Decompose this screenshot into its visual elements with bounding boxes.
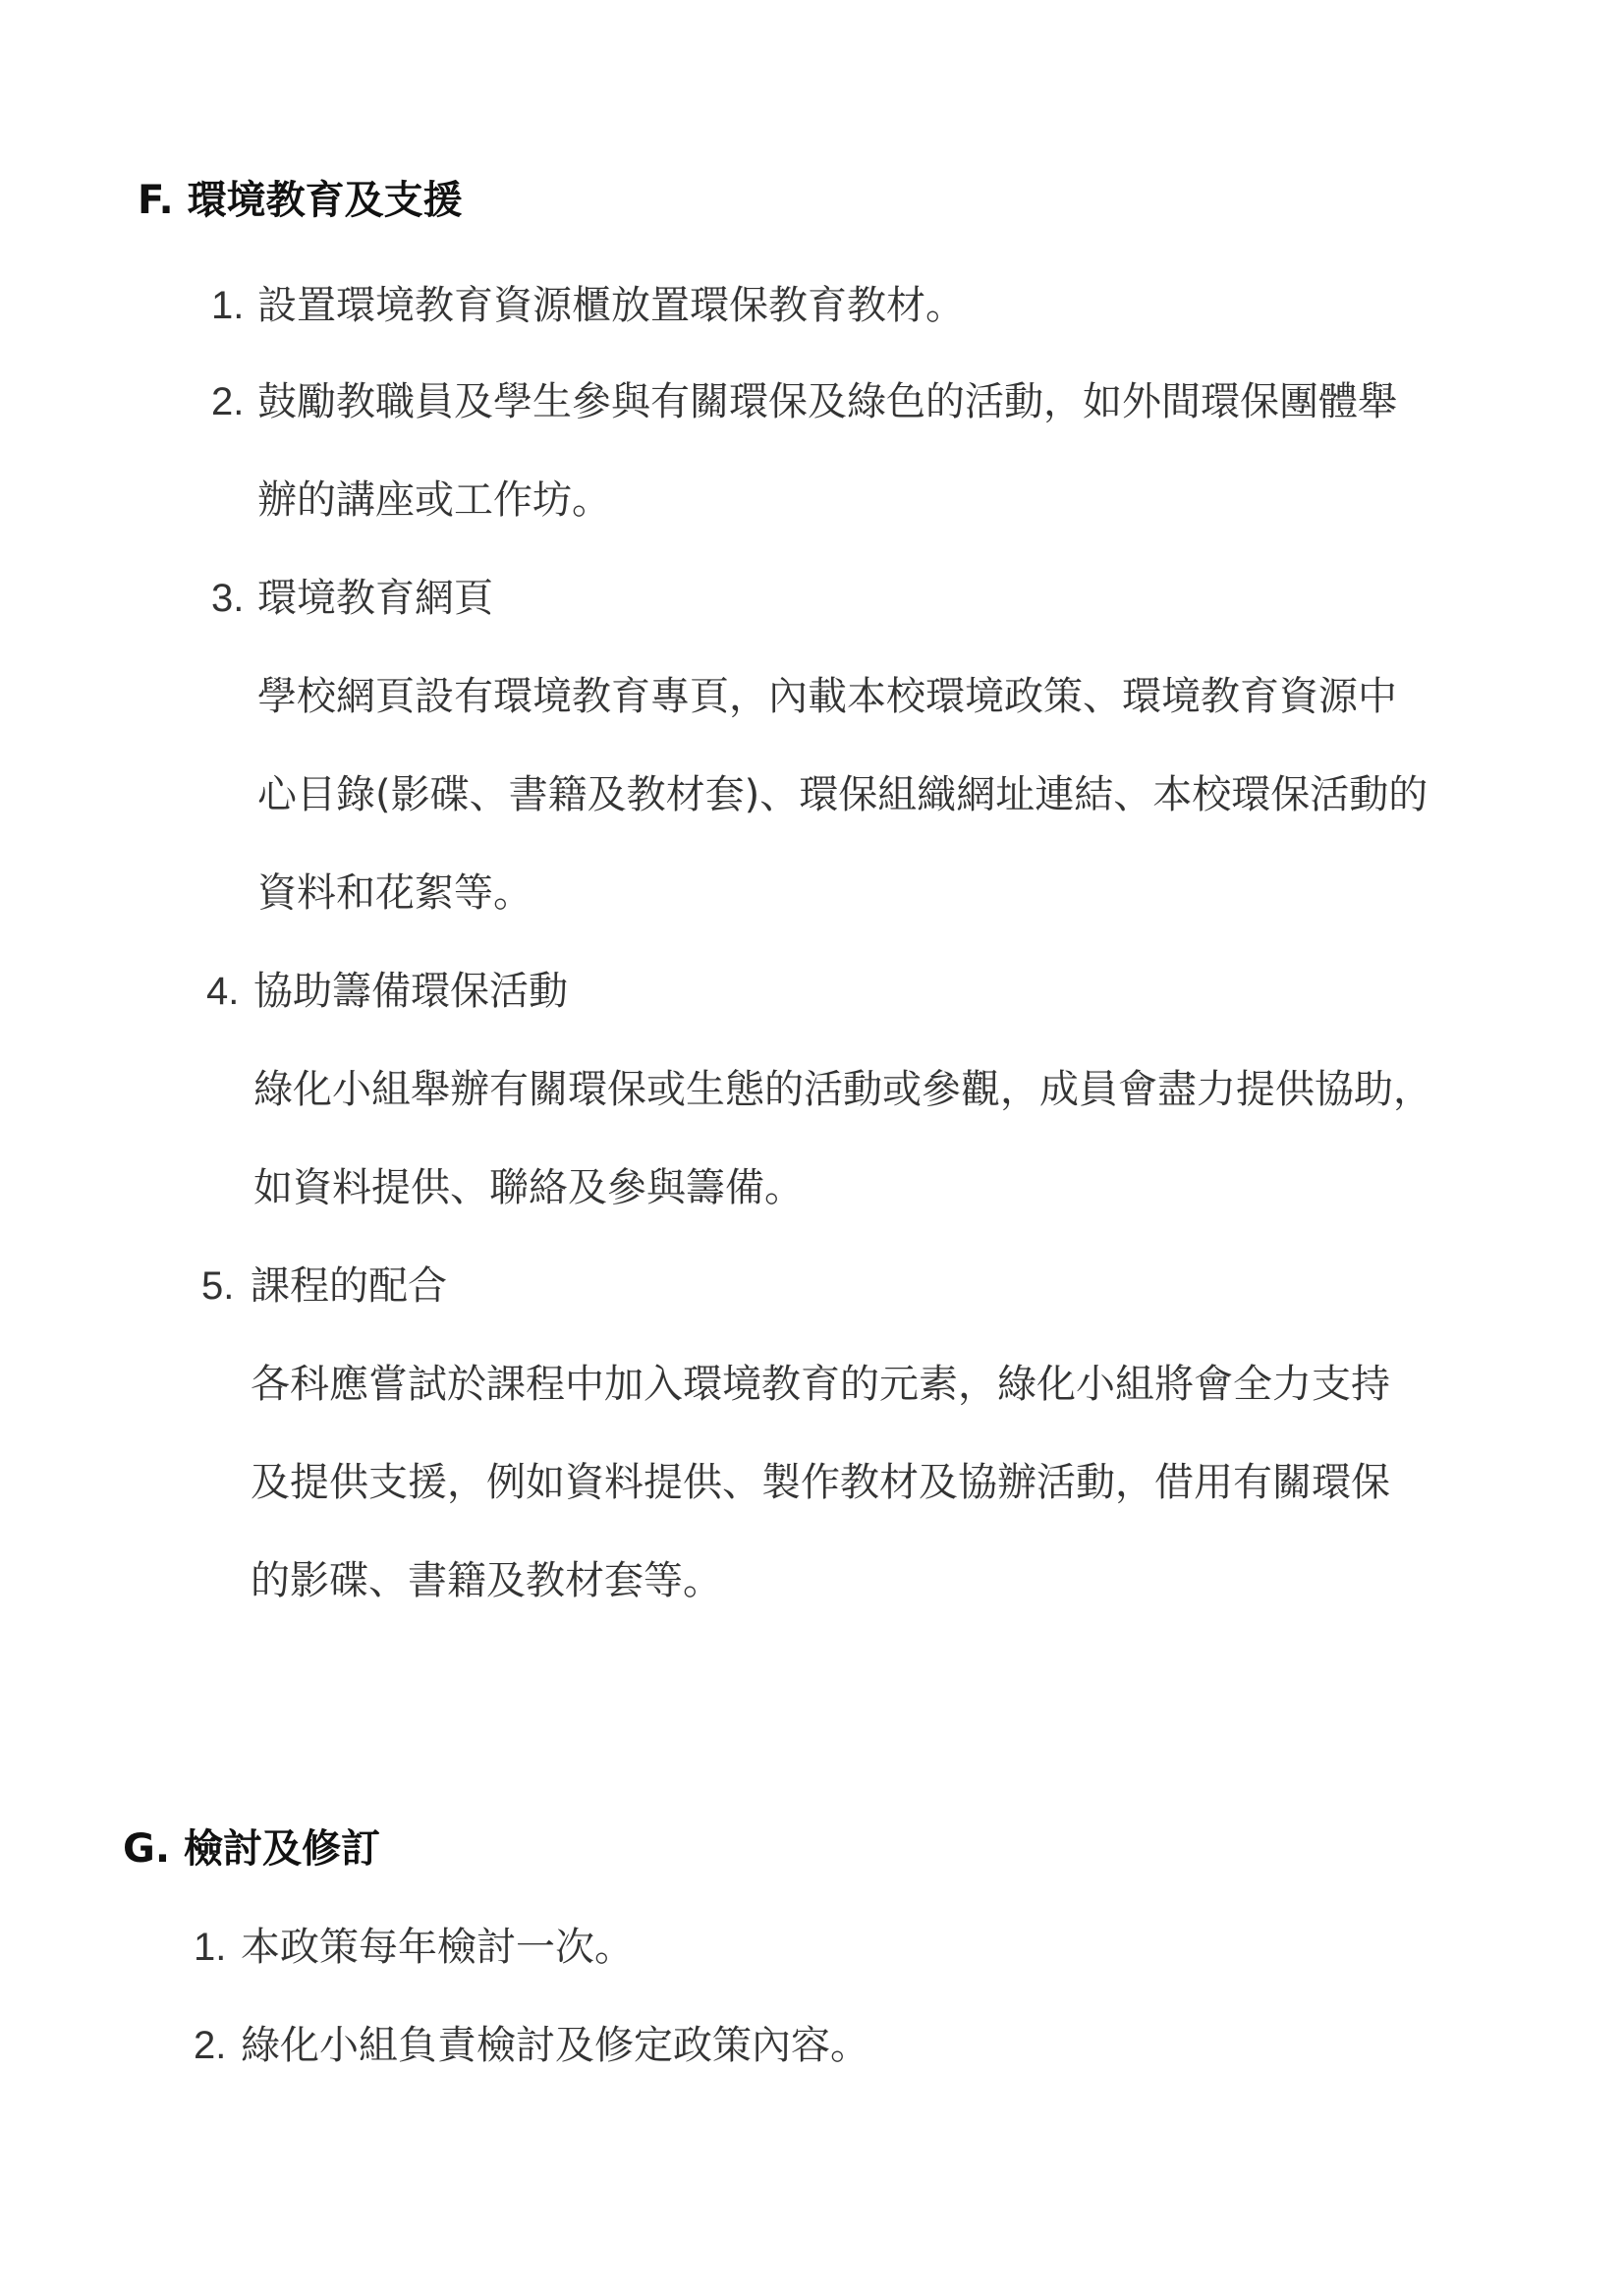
g-item-1-number: 1. xyxy=(194,1926,227,1969)
f-item-4-line-2: 如資料提供、聯絡及參與籌備。 xyxy=(253,1165,804,1210)
g-item-2-number: 2. xyxy=(194,2024,227,2067)
f-item-4-line-1: 綠化小組舉辦有關環保或生態的活動或參觀，成員會盡力提供協助， xyxy=(253,1067,1432,1112)
f-item-3-number: 3. xyxy=(211,577,245,620)
f-item-3-line-1: 學校網頁設有環境教育專頁，內載本校環境政策、環境教育資源中 xyxy=(257,674,1397,719)
f-item-2-line-1: 鼓勵教職員及學生參與有關環保及綠色的活動，如外間環保團體舉 xyxy=(257,379,1397,424)
f-item-2-line-2: 辦的講座或工作坊。 xyxy=(257,477,611,523)
f-item-5-line-3: 的影碟、書籍及教材套等。 xyxy=(251,1558,722,1603)
f-item-4-number: 4. xyxy=(206,970,240,1013)
f-item-3-heading: 環境教育網頁 xyxy=(257,576,493,621)
f-item-3-line-2: 心目錄(影碟、書籍及教材套)、環保組織網址連結、本校環保活動的 xyxy=(257,772,1428,817)
f-item-3-line-3: 資料和花絮等。 xyxy=(257,870,532,916)
f-item-1-line-1: 設置環境教育資源櫃放置環保教育教材。 xyxy=(257,283,965,328)
g-item-1-line-1: 本政策每年檢討一次。 xyxy=(241,1925,634,1970)
g-item-2-line-1: 綠化小組負責檢討及修定政策內容。 xyxy=(241,2023,869,2068)
section-g-title: G. 檢討及修訂 xyxy=(123,1826,380,1872)
f-item-5-line-2: 及提供支援，例如資料提供、製作教材及協辦活動，借用有關環保 xyxy=(251,1460,1390,1505)
f-item-4-heading: 協助籌備環保活動 xyxy=(253,969,568,1014)
f-item-5-heading: 課程的配合 xyxy=(251,1263,447,1309)
f-item-1-number: 1. xyxy=(211,284,245,327)
section-f-title: F. 環境教育及支援 xyxy=(138,178,463,223)
f-item-2-number: 2. xyxy=(211,380,245,423)
f-item-5-number: 5. xyxy=(201,1264,235,1308)
f-item-5-line-1: 各科應嘗試於課程中加入環境教育的元素，綠化小組將會全力支持 xyxy=(251,1362,1390,1407)
